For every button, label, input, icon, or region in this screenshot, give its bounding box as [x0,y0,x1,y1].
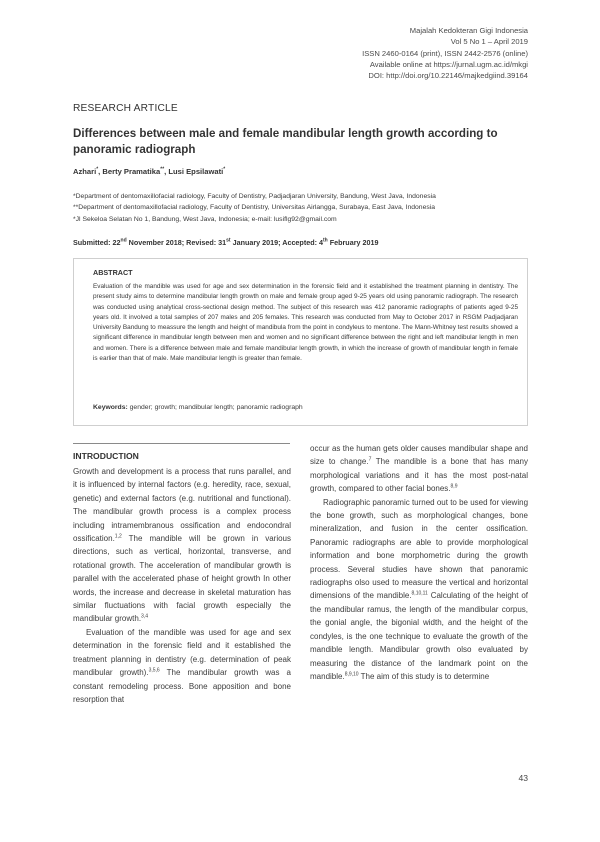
affiliation-line: *Department of dentomaxillofacial radiology, Faculty of Dentistry, Padjadjaran University, Bandung, West Java, Indonesia [73,193,436,200]
body-column-left [73,465,291,706]
citation: 8,9,10 [344,671,359,678]
citation: 3,4 [141,613,148,620]
article-title: Differences between male and female mandibular length growth according to panoramic radiograph [73,127,498,156]
journal-doi: DOI: http://doi.org/10.22146/majkedgiind.39164 [368,71,528,81]
journal-issn: ISSN 2460-0164 (print), ISSN 2442-2576 (online) [362,48,528,58]
affiliation-list [73,191,543,225]
affiliation-line: **Department of dentomaxillofacial radiology, Faculty of Dentistry, Universitas Airlangga, Surabaya, East Java, Indonesia [73,204,436,212]
author-affiliation-mark: * [96,166,99,173]
article-type: RESEARCH ARTICLE [73,103,178,114]
author-name: Berty Pramatika [102,167,161,176]
paragraph: Growth and development is a process that runs parallel, and it is influenced by internal factors (e.g. heredity, race, sexual, genetic) and external factors (e.g. nutritional and functional). The mandibular growth process is a complex process including intramembranous ossification and endocondral ossification.$^{1,2}$ The mandible will be grown in various directions, such as vertical, horizontal, transverse, and rotational growth. The acceleration of mandibular growth is parallel with the accelerated phase of height growth In other words, the increase and decrease in skeletal maturation has similar fluctuations with facial growth especially the mandibular growth.$^{3,4}$ [73,467,291,624]
keywords-label: Keywords: [93,404,128,411]
paragraph: Radiographic panoramic turned out to be used for viewing the bone growth, such as morphological changes, bone mineralization, and fusion in the center ossification. Panoramic radiographs are able to provide morphological information and bone morphometric during the growth process. Several studies have shown that panoramic radiographs olso used to measure the vertical and horizontal dimensions of the mandible.$^{8,10,11}$ Calculating of the height of the mandibular ramus, the length of the mandibular corpus, the gonial angle, the bigonial width, and the height of the condyles, is the one technique to evaluate the growth of the mandible length. Mandibular growth olso evaluated by measuring the distance of the landmark point on the mandible.$^{8,9,10}$ The aim of this study is to determine [310,497,529,681]
submission-dates: Submitted: 22nd November 2018; Revised: 31st January 2019; Accepted: 4th February 2019 [73,237,379,247]
author-separator: , [98,167,103,176]
journal-availability: Available online at https://jurnal.ugm.ac.id/mkgi [369,59,528,69]
author-affiliation-mark: * [223,166,226,173]
affiliation-line: *Jl Sekeloa Selatan No 1, Bandung, West Java, Indonesia; e-mail: lusiflg92@gmail.com [73,215,337,223]
author-name: Azhari [73,167,97,176]
author-name: Lusi Epsilawati [168,167,224,176]
keywords [93,404,518,411]
paragraph: occur as the human gets older causes mandibular shape and size to change.$^7$ The mandible is a bone that has many morphological variations and it has the most post-natal growth, compared to other facial bones.$^{8,9}$ [310,444,529,494]
journal-header [362,25,528,81]
author-list [73,167,225,176]
body-column-right [310,442,528,683]
page-number: 43 [518,773,528,783]
journal-volume: Vol 5 No 1 – April 2019 [450,37,528,47]
citation: 8,10,11 [411,590,428,597]
citation: 1,2 [114,533,122,540]
paragraph: Evaluation of the mandible was used for age and sex determination in the forensic field and it established the treatment planning in dentistry (e.g. determination of peak mandibular growth).$^{3,5,6}$ The mandibular growth was a constant remodeling process. Bone apposition and bone resorption that [73,627,291,704]
author-affiliation-mark: ** [160,166,165,173]
citation: 3,5,6 [148,667,160,674]
abstract-heading: ABSTRACT [93,268,133,277]
citation: 7 [368,456,372,463]
keywords-list: gender; growth; mandibular length; panoramic radiograph [127,404,303,411]
abstract-text: Evaluation of the mandible was used for age and sex determination in the forensic field and it established the treatment planning in dentistry. The present study aims to determine mandibular length growth on male and female group aged 9-25 years old using panoramic radiograph. The research was conducted using analytical cross-sectional design method. The subject of this research was 412 panoramic radiographs of patients aged 9-25 years old. It involved a total samples of 207 males and 205 females. This research was conducted from May to October 2017 in RSGM Padjadjaran University Bandung to meassure the length and height of mandibula from the point in condyleus to mentone. The Mann-Whitney test results showed a significant difference in mandibular length between men and women and no significant difference between the right and left mandibular length in men and women. There is a difference between male and female mandibular length growth, in which the increase of growth of mandibular length in female is earlier than that of male. Male mandibular length is greater than female. [93,283,518,362]
author-separator: , [164,167,169,176]
journal-name: Majalah Kedokteran Gigi Indonesia [409,26,528,35]
section-divider [73,443,290,444]
citation: 8,9 [450,483,458,490]
section-heading-introduction: INTRODUCTION [73,451,139,461]
